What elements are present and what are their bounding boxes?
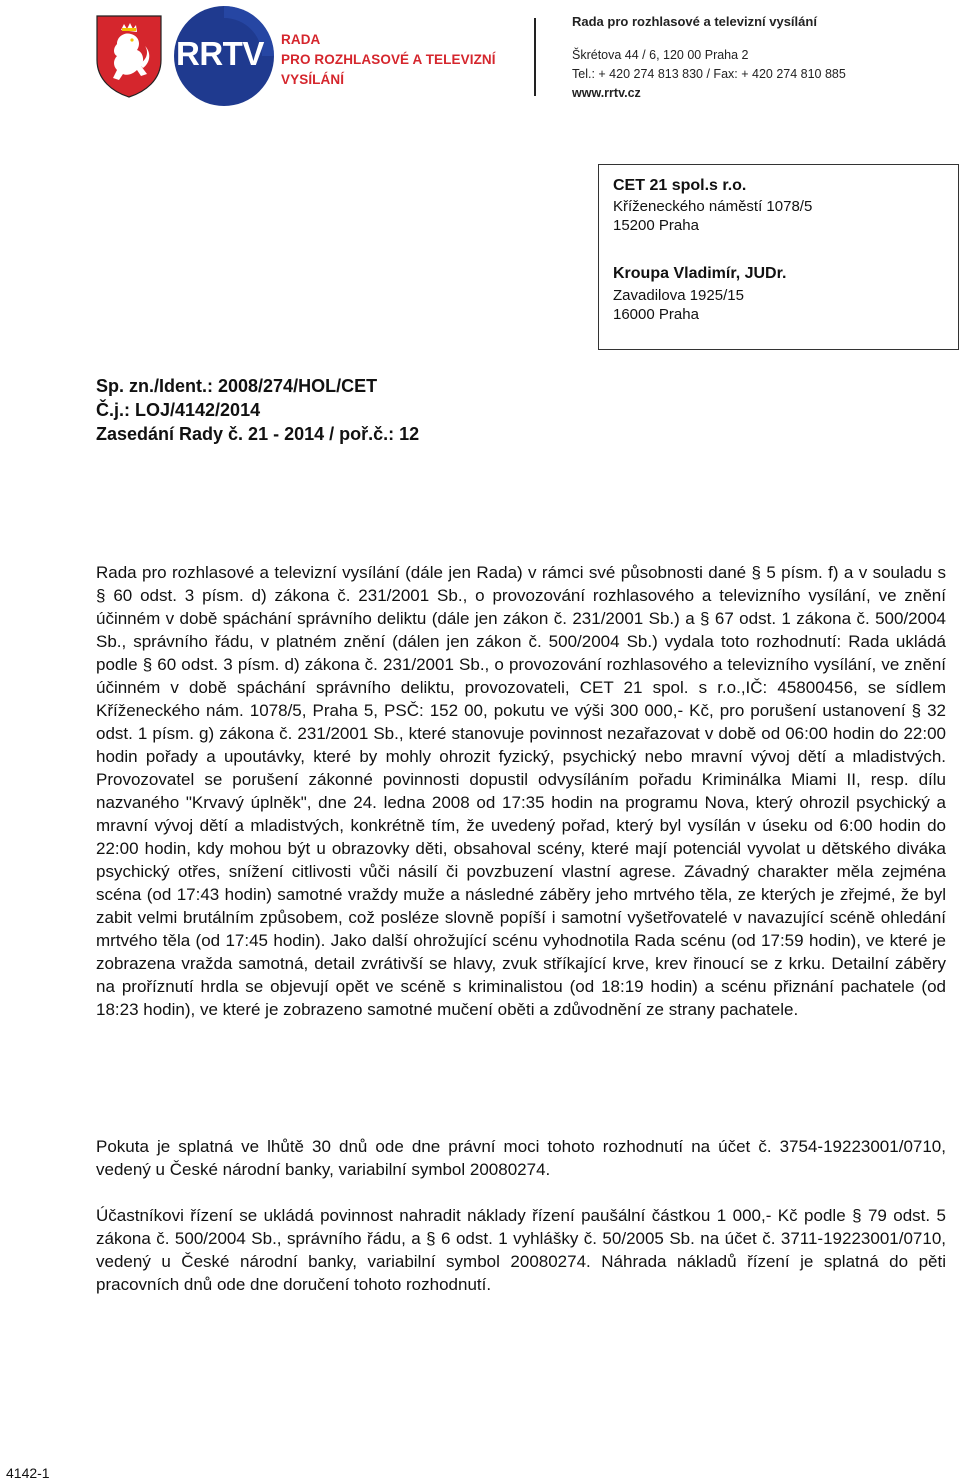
org-name-line-2: PRO ROZHLASOVÉ A TELEVIZNÍ: [281, 52, 496, 67]
contact-address: Škrétova 44 / 6, 120 00 Praha 2: [572, 48, 749, 62]
addressee-company: CET 21 spol.s r.o.: [613, 177, 747, 194]
addressee-company-street: Kříženeckého náměstí 1078/5: [613, 198, 813, 215]
rrtv-logo-text: RRTV: [176, 35, 264, 72]
addressee-rep-street: Zavadilova 1925/15: [613, 287, 744, 304]
addressee-rep-city: 16000 Praha: [613, 306, 699, 323]
addressee-representative: Kroupa Vladimír, JUDr.: [613, 265, 787, 282]
contact-phone: Tel.: + 420 274 813 830 / Fax: + 420 274 810 885: [572, 67, 846, 81]
reference-meeting: Zasedání Rady č. 21 - 2014 / poř.č.: 12: [96, 424, 420, 444]
rrtv-logo: [172, 5, 276, 107]
header-divider: [534, 18, 536, 96]
payment-paragraph: Pokuta je splatná ve lhůtě 30 dnů ode dne právní moci tohoto rozhodnutí na účet č. 3754-19223001/0710, vedený u České národní banky, variabilní symbol 20080274.: [96, 1137, 946, 1179]
org-name-line-3: VYSÍLÁNÍ: [281, 72, 345, 87]
addressee-box: [598, 164, 959, 350]
addressee-company-city: 15200 Praha: [613, 217, 699, 234]
contact-web-link[interactable]: www.rrtv.cz: [572, 86, 641, 100]
reference-cj: Č.j.: LOJ/4142/2014: [96, 400, 261, 420]
costs-paragraph: Účastníkovi řízení se ukládá povinnost nahradit náklady řízení paušální částkou 1 000,- Kč podle § 79 odst. 5 zákona č. 500/2004 Sb., správního řádu, a § 6 odst. 1 vyhlášky č. 50/2005 Sb. na účet č. 3711-19223001/0710, vedený u České národní banky, variabilní symbol 20080274. Náhrada nákladů řízení je splatná do pěti pracovních dnů ode dne doručení tohoto rozhodnutí.: [96, 1206, 946, 1294]
decision-paragraph: Rada pro rozhlasové a televizní vysílání (dále jen Rada) v rámci své působnosti dané § 5 písm. f) a v souladu s § 60 odst. 3 písm. d) zákona č. 231/2001 Sb., o provozování rozhlasového a televizního vysílání, ve znění účinném v době spáchání správního deliktu (dále jen zákon č. 231/2001 Sb.) a § 67 odst. 1 zákona č. 500/2004 Sb., správního řádu, v platném znění (dálen jen zákon č. 500/2004 Sb.) vydala toto rozhodnutí: Rada ukládá podle § 60 odst. 3 písm. d) zákona č. 231/2001 Sb., o provozování rozhlasového a televizního vysílání, ve znění účinném v době spáchání správního deliktu, provozovateli, CET 21 spol. s r.o.,IČ: 45800456, se sídlem Kříženeckého nám. 1078/5, Praha 5, PSČ: 152 00, pokutu ve výši 300 000,- Kč, pro porušení ustanovení § 32 odst. 1 písm. g) zákona č. 231/2001 Sb., které stanovuje povinnost nezařazovat v době od 06:00 hodin do 22:00 hodin pořady a upoutávky, které by mohly ohrozit fyzický, psychický nebo mravní vývoj dětí a mladistvých. Provozovatel se porušení zákonné povinnosti dopustil odvysíláním pořadu Kriminálka Miami II, resp. dílu nazvaného "Krvavý úplněk", dne 24. ledna 2008 od 17:35 hodin na programu Nova, který ohrozil psychický a mravní vývoj dětí a mladistvých, konkrétně tím, že uvedený pořad, který byl vysílán v úseku od 6:00 hodin do 22:00 hodin, kdy mohou být u obrazovky děti, obsahoval scény, které mají potenciál vyvolat u dětského diváka psychický otřes, snížení citlivosti vůči násilí či povzbuzení vlastní agrese. Závadný charakter měla zejména scéna (od 17:43 hodin) samotné vraždy muže a následné záběry jeho mrtvého těla, ze kterých je zřejmé, že byl zabit velmi brutálním způsobem, což posléze slovně popíší i samotní vyšetřovatelé v navazující scéně ohledání mrtvého těla (od 17:45 hodin). Jako další ohrožující scénu vyhodnotila Rada scénu (od 17:59 hodin), ve které je zobrazena vražda samotná, detail zvrátivší se hlavy, zvuk stříkající krve, krev řinoucí se z krku. Detailní záběry na proříznutí hrdla se objevují opět ve scéně s kriminalistou (od 18:19 hodin) a scénu přiznání pachatele (od 18:23 hodin), ve které je zobrazeno samotné mučení oběti a zdůvodnění ze strany pachatele.: [96, 563, 946, 1019]
page-id: 4142-1: [6, 1465, 50, 1481]
org-name-line-1: RADA: [281, 32, 321, 47]
reference-spzn: Sp. zn./Ident.: 2008/274/HOL/CET: [96, 376, 378, 396]
czech-lion-emblem-icon: [95, 14, 163, 98]
contact-title: Rada pro rozhlasové a televizní vysílání: [572, 14, 817, 29]
